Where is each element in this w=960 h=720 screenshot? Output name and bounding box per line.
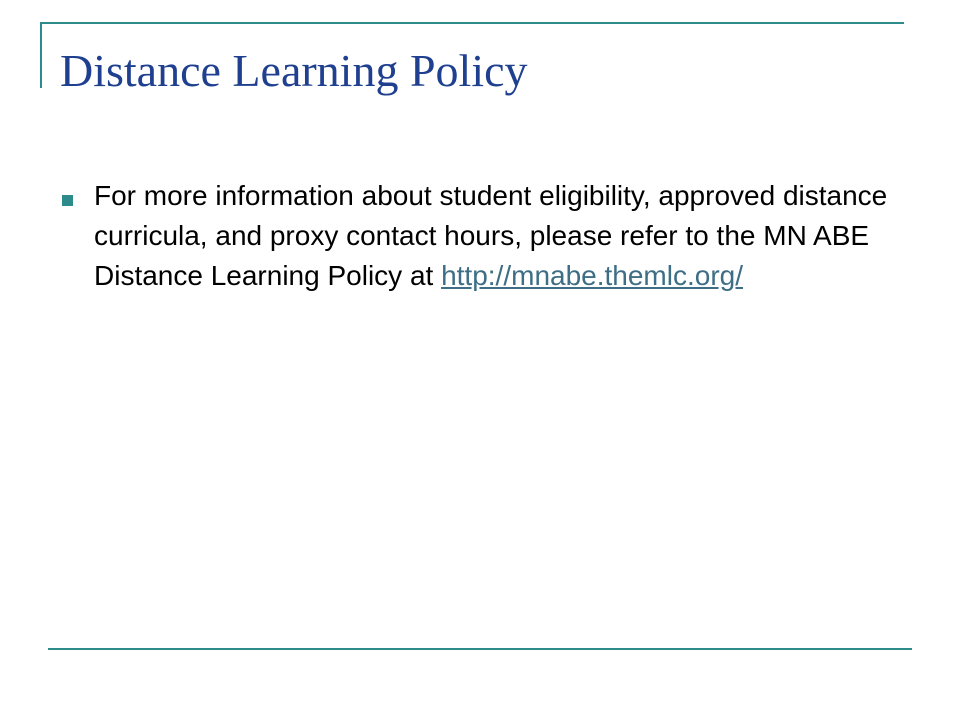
bullet-paragraph bbox=[94, 176, 894, 296]
bullet-text: For more information about student eligibility, approved distance curricula, and proxy contact hours, please refer to the MN ABE Distance Learning Policy at bbox=[94, 180, 888, 291]
bottom-divider bbox=[48, 648, 912, 650]
left-divider bbox=[40, 22, 42, 88]
slide-title: Distance Learning Policy bbox=[60, 45, 528, 96]
square-bullet-icon bbox=[62, 195, 73, 206]
policy-link[interactable]: http://mnabe.themlc.org/ bbox=[441, 260, 744, 291]
top-divider bbox=[40, 22, 904, 24]
